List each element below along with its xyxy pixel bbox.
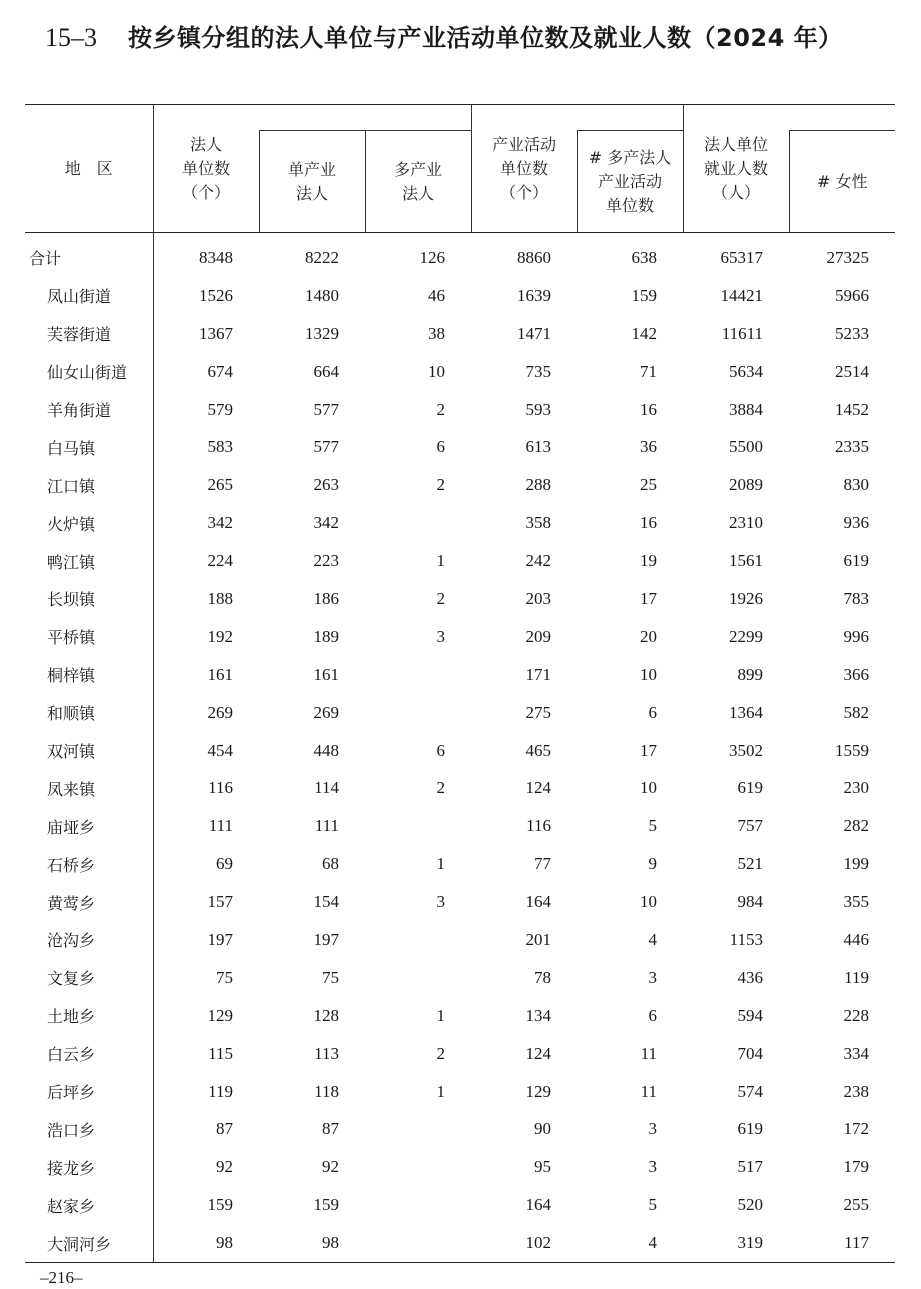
cell-value: 5500 — [729, 437, 763, 457]
region-name: 凤山街道 — [25, 277, 153, 315]
cell-value: 2299 — [729, 626, 763, 646]
cell-value: 238 — [843, 1081, 869, 1101]
cell-value: 465 — [525, 740, 551, 760]
cell-value: 142 — [631, 323, 657, 343]
cell-value: 98 — [259, 1224, 365, 1262]
cell-value: 3884 — [729, 399, 763, 419]
cell-value: 228 — [843, 1005, 869, 1025]
table-row — [25, 542, 895, 580]
cell-value: 3 — [648, 967, 657, 987]
cell-value: 899 — [737, 664, 763, 684]
cell-value: 20 — [640, 626, 657, 646]
cell-value — [365, 921, 471, 959]
table-row — [25, 694, 895, 732]
cell-value: 114 — [314, 778, 339, 798]
cell-value: 3 — [648, 1119, 657, 1139]
cell-value: 201 — [525, 929, 551, 949]
cell-value: 583 — [207, 437, 233, 457]
cell-value: 5 — [648, 816, 657, 836]
table-row — [25, 921, 895, 959]
cell-value: 16 — [640, 399, 657, 419]
cell-value: 5966 — [835, 285, 869, 305]
header-activity-units: 产业活动 单位数 （个） — [471, 105, 577, 233]
cell-value: 996 — [843, 626, 869, 646]
cell-value — [365, 694, 471, 732]
cell-value: 4 — [648, 929, 657, 949]
cell-value — [365, 656, 471, 694]
cell-value: 2335 — [835, 437, 869, 457]
cell-value: 2089 — [729, 475, 763, 495]
cell-value: 124 — [525, 1043, 551, 1063]
region-name: 桐梓镇 — [25, 656, 153, 694]
region-name: 土地乡 — [25, 997, 153, 1035]
region-name: 羊角街道 — [25, 391, 153, 429]
header-multi-activity: # 多产法人 产业活动 单位数 — [577, 131, 683, 233]
cell-value: 984 — [737, 892, 763, 912]
table-row — [25, 353, 895, 391]
cell-value — [365, 504, 471, 542]
region-name: 火炉镇 — [25, 504, 153, 542]
total-row — [25, 233, 895, 277]
cell-value: 192 — [207, 626, 233, 646]
cell-value: 436 — [737, 967, 763, 987]
cell-value: 134 — [525, 1005, 551, 1025]
table-row — [25, 1186, 895, 1224]
cell-value: 577 — [313, 437, 339, 457]
cell-value: 98 — [153, 1224, 259, 1262]
table-row — [25, 883, 895, 921]
header-multi-industry: 多产业 法人 — [365, 131, 471, 233]
cell-value: 27325 — [826, 247, 869, 267]
cell-value: 448 — [313, 740, 339, 760]
table-header — [25, 105, 895, 233]
table-row — [25, 277, 895, 315]
cell-value: 10 — [640, 778, 657, 798]
region-name: 长坝镇 — [25, 580, 153, 618]
cell-value: 223 — [313, 551, 339, 571]
region-name: 接龙乡 — [25, 1148, 153, 1186]
header-female: # 女性 — [789, 131, 895, 233]
cell-value: 1364 — [729, 702, 763, 722]
cell-value: 255 — [843, 1195, 869, 1215]
cell-value: 8222 — [305, 247, 339, 267]
region-name: 大洞河乡 — [25, 1224, 153, 1262]
cell-value — [365, 807, 471, 845]
region-name: 黄莺乡 — [25, 883, 153, 921]
cell-value: 128 — [313, 1005, 339, 1025]
table-row — [25, 732, 895, 770]
cell-value: 282 — [843, 816, 869, 836]
table-row — [25, 1035, 895, 1073]
cell-value: 119 — [844, 967, 869, 987]
cell-value: 5233 — [835, 323, 869, 343]
table-title-text: 按乡镇分组的法人单位与产业活动单位数及就业人数（2024 年） — [128, 24, 843, 52]
cell-value: 2 — [436, 588, 445, 608]
table-row — [25, 466, 895, 504]
table-row — [25, 580, 895, 618]
cell-value — [365, 1148, 471, 1186]
cell-value: 197 — [207, 929, 233, 949]
cell-value: 355 — [843, 892, 869, 912]
cell-value: 203 — [525, 588, 551, 608]
region-name: 沧沟乡 — [25, 921, 153, 959]
cell-value: 2 — [436, 778, 445, 798]
cell-value: 342 — [313, 513, 339, 533]
cell-value: 129 — [525, 1081, 551, 1101]
cell-value: 1329 — [305, 323, 339, 343]
table-row — [25, 656, 895, 694]
cell-value: 358 — [525, 513, 551, 533]
cell-value: 6 — [436, 740, 445, 760]
table-row — [25, 1110, 895, 1148]
cell-value: 1452 — [835, 399, 869, 419]
cell-value: 154 — [313, 892, 339, 912]
region-name: 双河镇 — [25, 732, 153, 770]
cell-value — [365, 1186, 471, 1224]
cell-value: 3 — [436, 892, 445, 912]
table-body — [25, 233, 895, 1263]
table-row — [25, 1148, 895, 1186]
cell-value: 117 — [789, 1224, 895, 1262]
cell-value: 161 — [207, 664, 233, 684]
cell-value: 6 — [648, 702, 657, 722]
table-row — [25, 428, 895, 466]
cell-value: 172 — [843, 1119, 869, 1139]
cell-value: 209 — [525, 626, 551, 646]
cell-value — [365, 959, 471, 997]
cell-value: 230 — [843, 778, 869, 798]
cell-value: 269 — [207, 702, 233, 722]
cell-value: 3 — [648, 1157, 657, 1177]
cell-value: 71 — [640, 361, 657, 381]
region-name: 江口镇 — [25, 466, 153, 504]
cell-value: 638 — [631, 247, 657, 267]
cell-value: 1 — [436, 1005, 445, 1025]
cell-value: 69 — [216, 854, 233, 874]
region-name: 鸭江镇 — [25, 542, 153, 580]
cell-value: 10 — [640, 664, 657, 684]
cell-value: 582 — [843, 702, 869, 722]
cell-value: 288 — [525, 475, 551, 495]
cell-value: 68 — [322, 854, 339, 874]
cell-value: 2514 — [835, 361, 869, 381]
cell-value: 936 — [843, 513, 869, 533]
region-name: 后坪乡 — [25, 1073, 153, 1111]
cell-value: 17 — [640, 588, 657, 608]
cell-value: 263 — [313, 475, 339, 495]
cell-value: 1561 — [729, 551, 763, 571]
region-name: 合计 — [25, 233, 153, 277]
cell-value: 1 — [436, 854, 445, 874]
cell-value: 102 — [471, 1224, 577, 1262]
cell-value: 116 — [526, 816, 551, 836]
header-legal-units: 法人 单位数 （个） — [153, 105, 259, 233]
cell-value: 1559 — [835, 740, 869, 760]
cell-value: 87 — [322, 1119, 339, 1139]
cell-value: 619 — [737, 1119, 763, 1139]
cell-value: 126 — [419, 247, 445, 267]
cell-value: 319 — [683, 1224, 789, 1262]
cell-value: 25 — [640, 475, 657, 495]
cell-value: 5 — [648, 1195, 657, 1215]
cell-value: 179 — [843, 1157, 869, 1177]
table-row — [25, 959, 895, 997]
table-number: 15–3 — [45, 23, 97, 52]
cell-value: 830 — [843, 475, 869, 495]
cell-value: 10 — [640, 892, 657, 912]
cell-value: 119 — [208, 1081, 233, 1101]
header-employment: 法人单位 就业人数 （人） — [683, 105, 789, 233]
cell-value: 6 — [648, 1005, 657, 1025]
cell-value: 116 — [208, 778, 233, 798]
cell-value: 17 — [640, 740, 657, 760]
cell-value: 164 — [525, 1195, 551, 1215]
cell-value: 36 — [640, 437, 657, 457]
cell-value: 454 — [207, 740, 233, 760]
cell-value: 11611 — [721, 323, 763, 343]
cell-value: 1 — [436, 551, 445, 571]
cell-value: 159 — [207, 1195, 233, 1215]
cell-value: 664 — [313, 361, 339, 381]
table-row — [25, 845, 895, 883]
cell-value: 161 — [313, 664, 339, 684]
cell-value: 342 — [207, 513, 233, 533]
cell-value: 65317 — [720, 247, 763, 267]
cell-value: 171 — [525, 664, 551, 684]
cell-value: 113 — [314, 1043, 339, 1063]
cell-value: 4 — [577, 1224, 683, 1262]
cell-value: 8860 — [517, 247, 551, 267]
cell-value: 613 — [525, 437, 551, 457]
table-row — [25, 769, 895, 807]
cell-value: 593 — [525, 399, 551, 419]
region-name: 浩口乡 — [25, 1110, 153, 1148]
cell-value: 446 — [843, 929, 869, 949]
cell-value: 157 — [207, 892, 233, 912]
cell-value: 269 — [313, 702, 339, 722]
cell-value: 129 — [207, 1005, 233, 1025]
cell-value: 118 — [314, 1081, 339, 1101]
cell-value: 90 — [534, 1119, 551, 1139]
cell-value: 275 — [525, 702, 551, 722]
page-number: –216– — [40, 1268, 83, 1287]
cell-value: 2 — [436, 475, 445, 495]
header-region: 地 区 — [25, 105, 153, 233]
cell-value: 78 — [534, 967, 551, 987]
region-name: 石桥乡 — [25, 845, 153, 883]
cell-value: 188 — [207, 588, 233, 608]
cell-value: 366 — [843, 664, 869, 684]
cell-value: 159 — [631, 285, 657, 305]
region-name: 平桥镇 — [25, 618, 153, 656]
cell-value: 11 — [640, 1081, 657, 1101]
cell-value: 5634 — [729, 361, 763, 381]
cell-value: 2 — [436, 1043, 445, 1063]
region-name: 凤来镇 — [25, 769, 153, 807]
cell-value: 46 — [428, 285, 445, 305]
cell-value: 115 — [208, 1043, 233, 1063]
cell-value: 16 — [640, 513, 657, 533]
cell-value: 594 — [737, 1005, 763, 1025]
table-row — [25, 504, 895, 542]
region-name: 白云乡 — [25, 1035, 153, 1073]
table-row — [25, 391, 895, 429]
cell-value: 579 — [207, 399, 233, 419]
cell-value: 1926 — [729, 588, 763, 608]
cell-value: 520 — [737, 1195, 763, 1215]
region-name: 白马镇 — [25, 428, 153, 466]
header-single-industry: 单产业 法人 — [259, 131, 365, 233]
cell-value: 265 — [207, 475, 233, 495]
region-name: 文复乡 — [25, 959, 153, 997]
cell-value: 92 — [322, 1157, 339, 1177]
cell-value: 3502 — [729, 740, 763, 760]
cell-value: 674 — [207, 361, 233, 381]
cell-value: 1 — [436, 1081, 445, 1101]
cell-value: 164 — [525, 892, 551, 912]
cell-value: 577 — [313, 399, 339, 419]
cell-value: 77 — [534, 854, 551, 874]
cell-value: 124 — [525, 778, 551, 798]
cell-value: 189 — [313, 626, 339, 646]
cell-value: 159 — [313, 1195, 339, 1215]
cell-value: 1471 — [517, 323, 551, 343]
cell-value: 224 — [207, 551, 233, 571]
cell-value: 11 — [640, 1043, 657, 1063]
table-row — [25, 315, 895, 353]
cell-value: 199 — [843, 854, 869, 874]
cell-value: 1639 — [517, 285, 551, 305]
region-name: 芙蓉街道 — [25, 315, 153, 353]
cell-value: 517 — [737, 1157, 763, 1177]
table-row — [25, 618, 895, 656]
table-row — [25, 1073, 895, 1111]
table-row — [25, 997, 895, 1035]
cell-value: 2310 — [729, 513, 763, 533]
cell-value: 9 — [648, 854, 657, 874]
cell-value: 6 — [436, 437, 445, 457]
region-name: 赵家乡 — [25, 1186, 153, 1224]
cell-value: 10 — [428, 361, 445, 381]
cell-value: 111 — [314, 816, 339, 836]
cell-value: 1153 — [729, 929, 763, 949]
cell-value: 704 — [737, 1043, 763, 1063]
cell-value: 38 — [428, 323, 445, 343]
region-name: 庙垭乡 — [25, 807, 153, 845]
cell-value — [365, 1110, 471, 1148]
cell-value: 197 — [313, 929, 339, 949]
table-row — [25, 807, 895, 845]
cell-value: 87 — [216, 1119, 233, 1139]
cell-value: 111 — [208, 816, 233, 836]
cell-value: 735 — [525, 361, 551, 381]
cell-value: 1526 — [199, 285, 233, 305]
region-name: 和顺镇 — [25, 694, 153, 732]
cell-value: 75 — [216, 967, 233, 987]
cell-value: 574 — [737, 1081, 763, 1101]
cell-value: 619 — [843, 551, 869, 571]
cell-value: 14421 — [720, 285, 763, 305]
cell-value: 3 — [436, 626, 445, 646]
cell-value: 92 — [216, 1157, 233, 1177]
cell-value: 186 — [313, 588, 339, 608]
region-name: 仙女山街道 — [25, 353, 153, 391]
cell-value: 757 — [737, 816, 763, 836]
cell-value: 521 — [737, 854, 763, 874]
cell-value: 2 — [436, 399, 445, 419]
cell-value: 95 — [534, 1157, 551, 1177]
table-row — [25, 1224, 895, 1262]
cell-value: 783 — [843, 588, 869, 608]
cell-value: 619 — [737, 778, 763, 798]
cell-value: 75 — [322, 967, 339, 987]
cell-value: 19 — [640, 551, 657, 571]
cell-value: 1367 — [199, 323, 233, 343]
cell-value: 8348 — [199, 247, 233, 267]
cell-value: 242 — [525, 551, 551, 571]
cell-value: 334 — [843, 1043, 869, 1063]
cell-value: 1480 — [305, 285, 339, 305]
cell-value — [365, 1224, 471, 1262]
statistics-table — [25, 104, 895, 1263]
